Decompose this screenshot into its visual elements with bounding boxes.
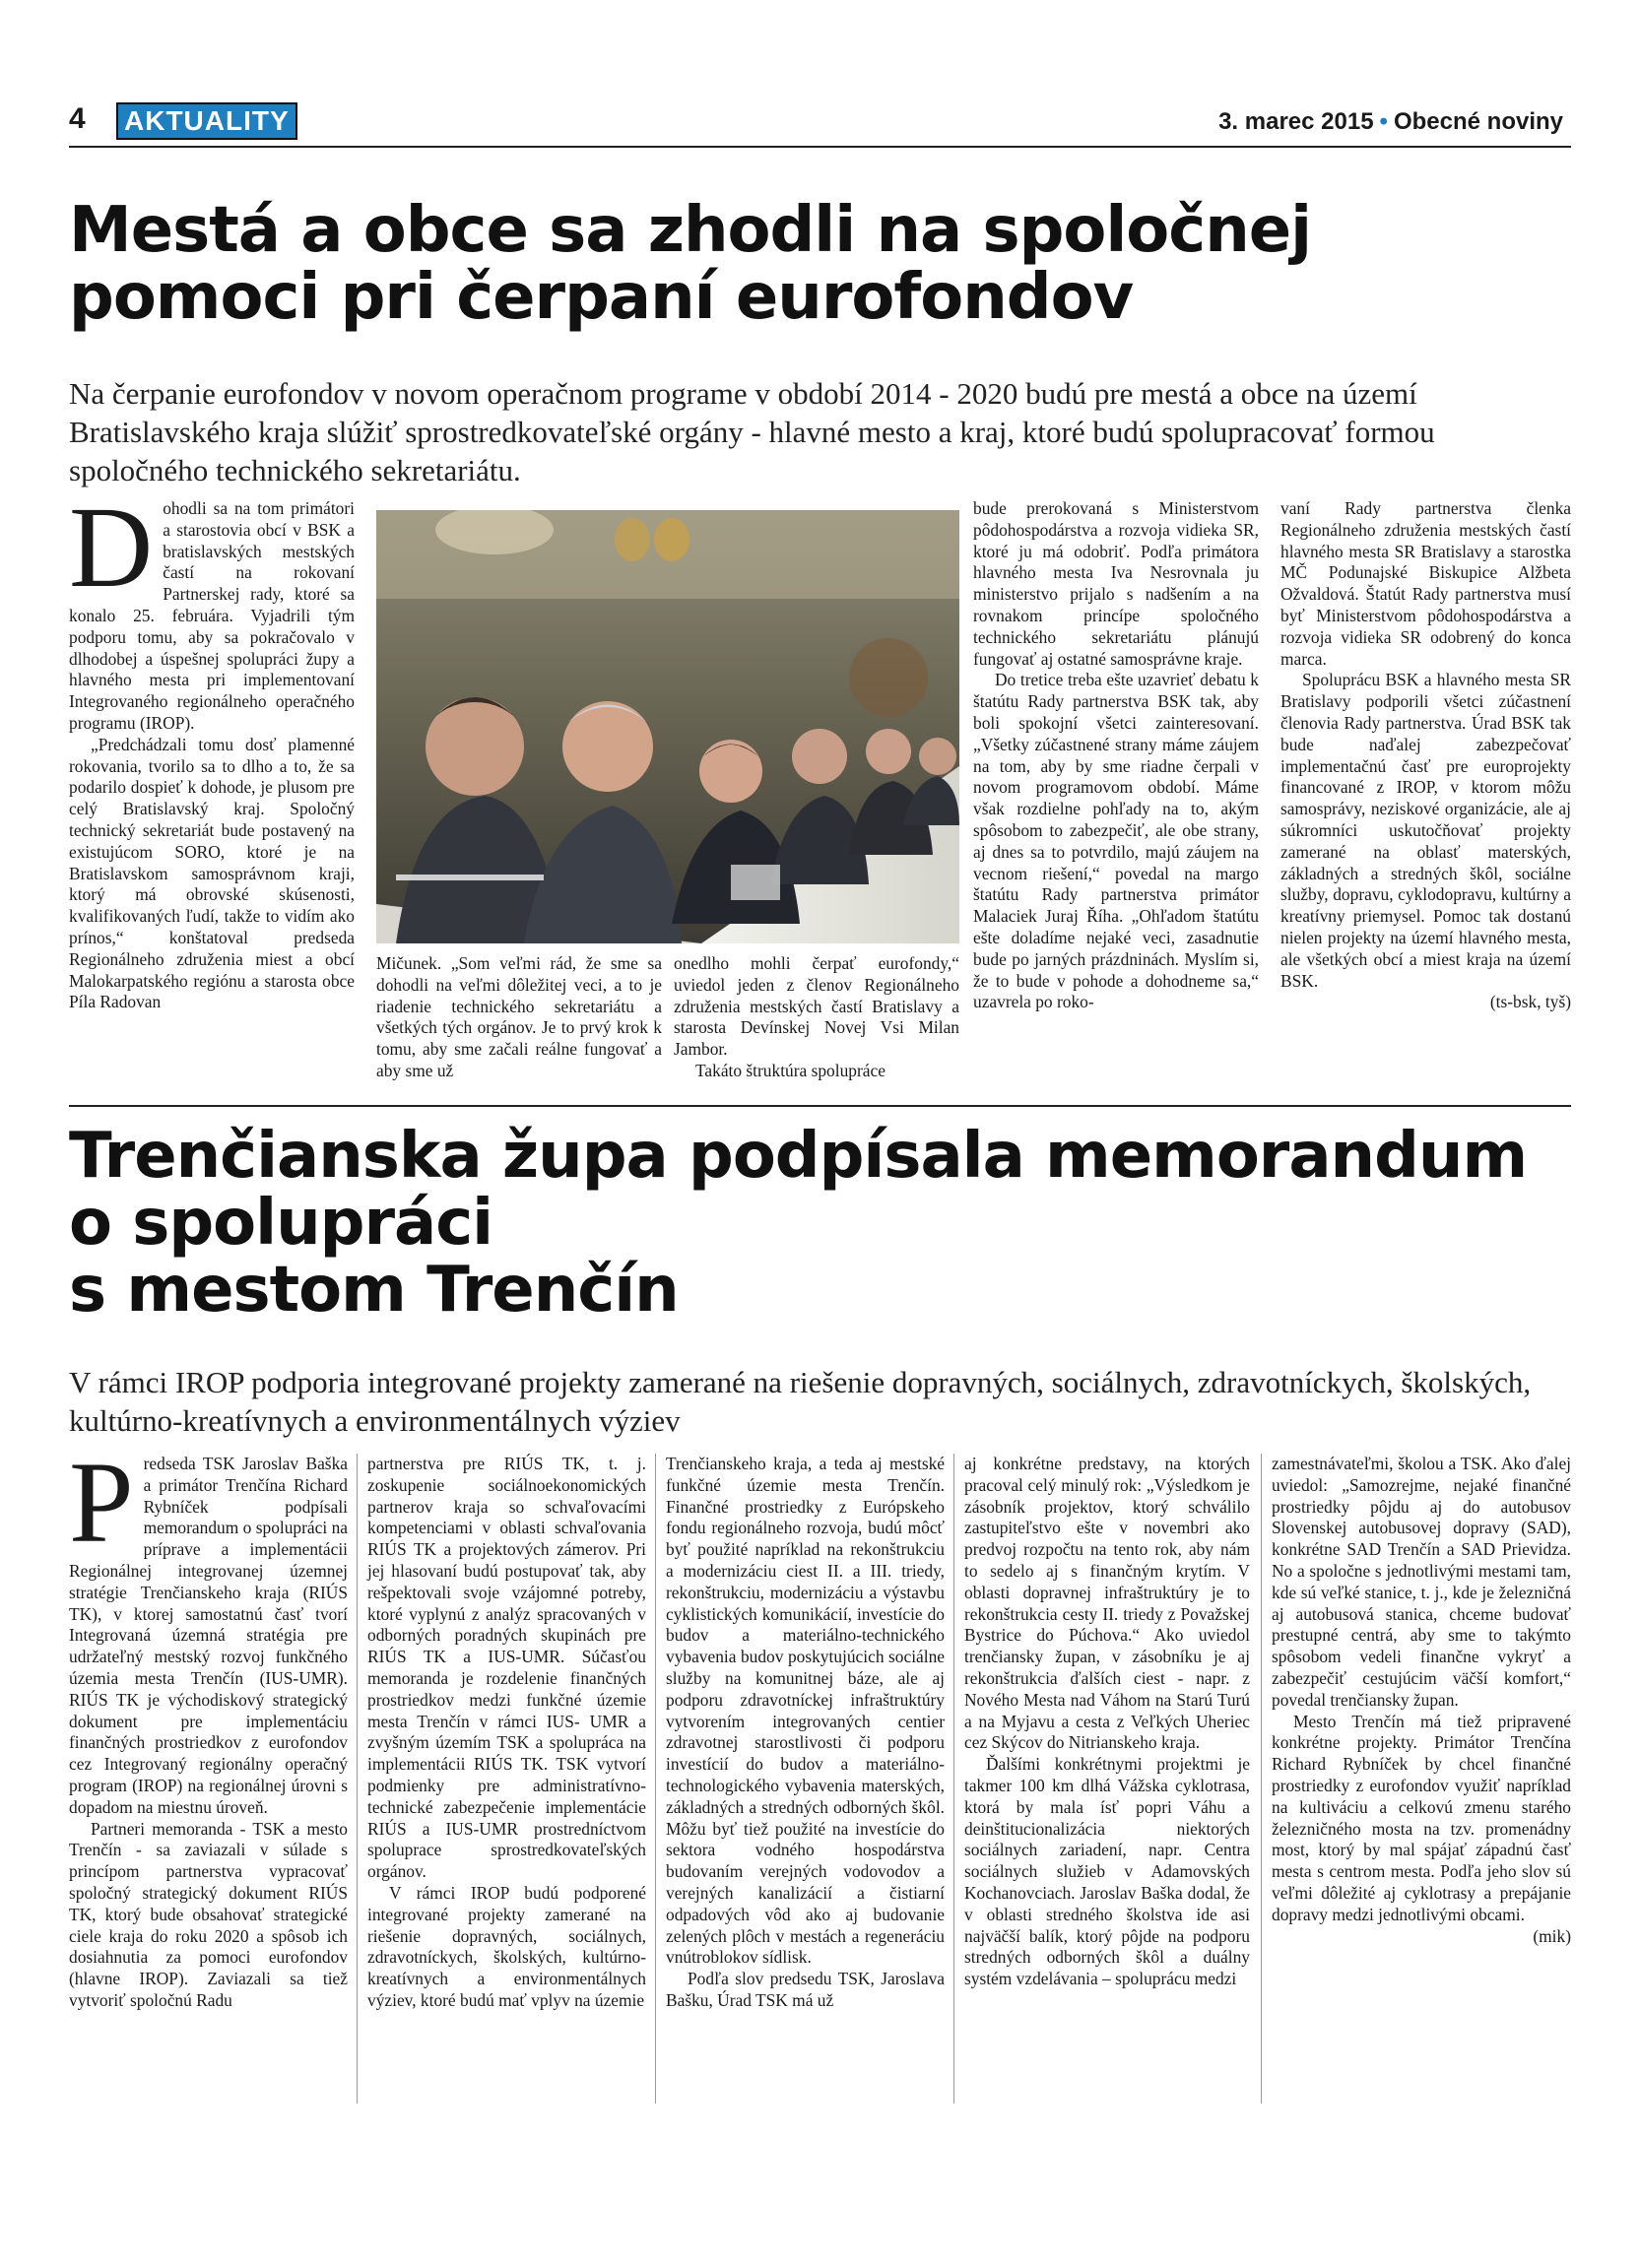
paragraph: Takáto štruktúra spolupráce [695, 1060, 886, 1080]
paragraph: onedlho mohli čerpať eurofondy,“ uviedol jeden z členov Regionálneho združenia mestských častí Bratislavy a starosta Devínskej Novej Vsi Milan Jambor. [674, 953, 959, 1060]
paragraph: Spoluprácu BSK a hlavného mesta SR Bratislavy podporili všetci zúčastnení členovia Rady partnerstva. Úrad BSK tak bude naďalej zabezpečovať implementačnú časť pre europrojekty financované z IROP, v ktorom môžu samosprávy, neziskové organizácie, ale aj súkromníci uskutočňovať projekty zamerané na oblasť materských, základných a stredných škôl, sociálne služby, dopravu, cyklodopravu, kultúrny a kreatívny priemysel. Pomoc tak dostanú nielen projekty na území hlavného mesta, ale všetkých obcí a miest kraja na území BSK. [1280, 670, 1571, 991]
publication-name: Obecné noviny [1393, 108, 1563, 135]
article2-headline-line3: s mestom Trenčín [69, 1254, 679, 1327]
article2-column-3 [666, 1454, 945, 2012]
paragraph: vaní Rady partnerstva členka Regionálneho združenia mestských častí hlavného mesta SR Bratislavy a starostka MČ Podunajské Biskupice Alžbeta Ožvaldová. Štatút Rady partnerstva musí byť Ministerstvom pôdohospodárstva a rozvoja vidieka SR odobrený do konca marca. [1280, 498, 1571, 669]
paragraph: V rámci IROP budú podporené integrované projekty zamerané na riešenie dopravných, sociálnych, zdravotníckych, školských, kultúrno-kreatívnych a environmentálnych výziev, ktoré budú mať vplyv na územie [367, 1882, 646, 2010]
article2-column-5 [1272, 1454, 1571, 1947]
column-divider [357, 1454, 358, 2104]
article1-column-4 [973, 498, 1259, 1013]
column-divider [1261, 1454, 1262, 2104]
article2-signature: (mik) [1533, 1925, 1571, 1946]
paragraph: ohodli sa na tom primátori a starostovia obcí v BSK a bratislavských mestských častí na rokovaní Partnerskej rady, ktoré sa konalo 25. februára. Vyjadrili tým podporu tomu, aby sa pokračovalo v dlhodobej a úspešnej spolupráci župy a hlavného mesta pri implementovaní Integrovaného regionálneho operačného programu (IROP). [69, 498, 355, 733]
paragraph: Ďalšími konkrétnymi projektmi je takmer 100 km dlhá Vážska cyklotrasa, ktorá by mala ísť popri Váhu a deinštitucionalizácia niektorých sociálnych zariadení, napr. Centra sociálnych služieb v Adamovských Kochanovciach. Jaroslav Baška dodal, že v oblasti stredného školstva ide asi najväčší balík, ktorý pôjde na podporu stredných odborných škôl a duálny systém vzdelávania – spoluprácu medzi [964, 1754, 1250, 1989]
section-label: AKTUALITY [116, 102, 297, 140]
paragraph: Partneri memoranda - TSK a mesto Trenčín - sa zaviazali v súlade s princípom partnerstva vypracovať spoločný strategický dokument RIÚS TK, ktorý bude obsahovať strategické ciele kraja do roku 2020 a spôsob ich dosiahnutia za pomoci eurofondov (hlavne IROP). Zaviazali sa tiež vytvoriť spoločnú Radu [69, 1818, 348, 2010]
article2-headline-line1: Trenčianska župa podpísala memorandum [69, 1120, 1528, 1193]
article1-photo [376, 510, 959, 943]
article2-lead: V rámci IROP podporia integrované projekty zamerané na riešenie dopravných, sociálnych, zdravotníckych, školských, kultúrno-kreatívnych a environmentálnych výziev [69, 1365, 1532, 1438]
article1-headline [69, 194, 1571, 334]
article1-signature: (ts-bsk, tyš) [1489, 992, 1571, 1012]
article1-column-2 [376, 953, 662, 1082]
issue-info [1218, 108, 1563, 136]
bullet-separator: • [1379, 108, 1388, 135]
column-divider [953, 1454, 954, 2104]
article1-dropcap: D [69, 483, 154, 612]
article2-headline-line2: o spolupráci [69, 1187, 493, 1260]
column-divider [655, 1454, 656, 2104]
paragraph: zamestnávateľmi, školou a TSK. Ako ďalej uviedol: „Samozrejme, nejaké finančné prostriedky pôjdu aj do autobusov Slovenskej autobusovej dopravy (SAD), konkrétne SAD Trenčín a SAD Prievidza. No a spoločne s jednotlivými mestami tam, kde sú veľké stanice, t. j., kde je železničná aj autobusová stanica, chceme budovať prestupné centrá, aby sme to takýmto spôsobom vedeli finančne vykryť a zabezpečiť cestujúcim väčší komfort,“ povedal trenčiansky župan. [1272, 1454, 1571, 1710]
paragraph: Mesto Trenčín má tiež pripravené konkrétne projekty. Primátor Trenčína Richard Rybníček by chcel finančné prostriedky z eurofondov využiť napríklad na kultiváciu a celkovú zmenu starého železničného mosta na tzv. promenádny most, ktorý by mal spájať západnú časť mesta s centrom mesta. Podľa jeho slov sú veľmi dôležité aj cyklotrasy a prepájanie dopravy medzi jednotlivými obcami. [1272, 1711, 1571, 1924]
article2-dropcap: P [69, 1438, 134, 1567]
page-number: 4 [69, 102, 86, 135]
paragraph: Podľa slov predsedu TSK, Jaroslava Bašku, Úrad TSK má už [666, 1969, 945, 2010]
article1-headline-line2: pomoci pri čerpaní eurofondov [69, 261, 1134, 334]
paragraph: „Predchádzali tomu dosť plamenné rokovania, tvorilo sa to dlho a to, že sa podarilo dospieť k dohode, je plusom pre celý Bratislavský kraj. Spoločný technický sekretariát bude postavený na existujúcom SORO, ktoré je na Bratislavskom samosprávnom kraji, ktorý má obrovské skúsenosti, kvalifikovaných ľudí, takže to vidím ako prínos,“ konštatoval predseda Regionálneho združenia miest a obcí Malokarpatského regiónu a starosta obce Píla Radovan [69, 734, 355, 1012]
paragraph: bude prerokovaná s Ministerstvom pôdohospodárstva a rozvoja vidieka SR, ktoré ju má odobriť. Podľa primátora hlavného mesta Iva Nesrovnala ju ministerstvo prijalo s nadšením a na rovnakom princípe spoločného technického sekretariátu plánujú fungovať aj ostatné samosprávne kraje. [973, 498, 1259, 669]
paragraph: partnerstva pre RIÚS TK, t. j. zoskupenie sociálnoekonomických partnerov kraja so schvaľovacími kompetenciami v oblasti schvaľovania RIÚS TK a projektových zámerov. Pri jej hlasovaní budú postupovať tak, aby rešpektovali svoje vzájomné potreby, ktoré vyplynú z analýz spracovaných v odborných poradných skupinách pre RIÚS TK a IUS-UMR. Súčasťou memoranda je rozdelenie finančných prostriedkov medzi funkčné územie mesta Trenčín v rámci IUS- UMR a zvyšným územím TSK a spolupráca na implementácii RIÚS TK. TSK vytvorí podmienky pre administratívno-technické zabezpečenie implementácie RIÚS a IUS-UMR prostredníctvom spoluprace sprostredkovateľských orgánov. [367, 1454, 646, 1882]
paragraph: Trenčianskeho kraja, a teda aj mestské funkčné územie mesta Trenčín. Finančné prostriedky z Európskeho fondu regionálneho rozvoja, budú môcť byť použité napríklad na rekonštrukciu a modernizáciu ciest II. a III. triedy, rekonštrukciu, modernizáciu a výstavbu cyklistických komunikácií, investície do budov a materiálno-technického vybavenia budov poskytujúcich sociálne služby na komunitnej báze, ale aj podporu zdravotníckej infraštruktúry vytvorením integrovaných centier zdravotnej starostlivosti či podporu investícií do budov a materiálno-technologického vybavenia materských, základných a stredných odborných škôl. Môžu byť tiež použité na investície do sektora vodného hospodárstva budovaním verejných vodovodov a verejných kanalizácií a čistiarní odpadových vôd ako aj budovanie zelených plôch v mestách a regeneráciu vnútroblokov sídlisk. [666, 1454, 945, 1968]
issue-date: 3. marec 2015 [1218, 108, 1374, 135]
article1-column-1 [69, 483, 355, 1013]
paragraph: Mičunek. „Som veľmi rád, že sme sa dohodli na veľmi dôležitej veci, a to je riadenie technického sekretariátu a všetkých tých orgánov. Je to prvý krok k tomu, aby sme začali reálne fungovať a aby sme už [376, 953, 662, 1080]
article2-column-1 [69, 1438, 348, 2012]
article1-headline-line1: Mestá a obce sa zhodli na spoločnej [69, 194, 1312, 267]
meeting-photo [376, 510, 959, 943]
paragraph: redseda TSK Jaroslav Baška a primátor Trenčína Richard Rybníček podpísali memorandum o spolupráci na príprave a implementácii Regionálnej integrovanej územnej stratégie Trenčianskeho kraja (RIÚS TK), v ktorej samostatnú časť tvorí Integrovaná územná stratégia pre udržateľný mestský rozvoj funkčného územia mesta Trenčín (IUS-UMR). RIÚS TK je východiskový strategický dokument pre implementáciu finančných prostriedkov z eurofondov cez Integrovaný regionálny operačný program (IROP) na regionálnej úrovni s dopadom na miestnu úroveň. [69, 1454, 348, 1817]
paragraph: Do tretice treba ešte uzavrieť debatu k štatútu Rady partnerstva BSK tak, aby boli spokojní všetci zainteresovaní. „Všetky zúčastnené strany máme záujem na tom, aby by sme riadne čerpali v novom programovom období. Máme však rozdielne pohľady na to, akým spôsobom to zabezpečiť, ale obe strany, aj dnes sa to potvrdilo, majú záujem na vecnom riešení,“ povedal na margo štatútu Rady partnerstva primátor Malaciek Juraj Říha. „Ohľadom štatútu ešte doladíme nejaké veci, zasadnutie bude po jarných prázdninách. Myslím si, že to bude v pohode a dohodneme sa,“ uzavrela po roko- [973, 670, 1259, 1012]
article1-lead: Na čerpanie eurofondov v novom operačnom programe v období 2014 - 2020 budú pre mestá a obce na území Bratislavského kraja slúžiť sprostredkovateľské orgány - hlavné mesto a kraj, ktoré budú spolupracovať formou spoločného technického sekretariátu. [69, 376, 1435, 487]
header-rule [69, 146, 1571, 148]
article-divider [69, 1105, 1571, 1107]
article1-column-5 [1280, 498, 1571, 1013]
article2-column-4 [964, 1454, 1250, 1990]
article2-column-2 [367, 1454, 646, 2012]
article2-headline [69, 1120, 1571, 1327]
paragraph: aj konkrétne predstavy, na ktorých pracoval celý minulý rok: „Výsledkom je zásobník projektov, ktorý schválilo zastupiteľstvo ešte v novembri ako predvoj rozpočtu na tento rok, aby nám to sedelo aj s finančným krytím. V oblasti dopravnej infraštruktúry je to rekonštrukcia cesty II. triedy z Považskej Bystrice do Púchova.“ Ako uviedol trenčiansky župan, v zásobníku je aj rekonštrukcia ďalších ciest - napr. z Nového Mesta nad Váhom na Starú Turú a na Myjavu a cesta z Veľkých Uheriec cez Skýcov do Nitrianskeho kraja. [964, 1454, 1250, 1753]
article1-column-3 [674, 953, 959, 1082]
